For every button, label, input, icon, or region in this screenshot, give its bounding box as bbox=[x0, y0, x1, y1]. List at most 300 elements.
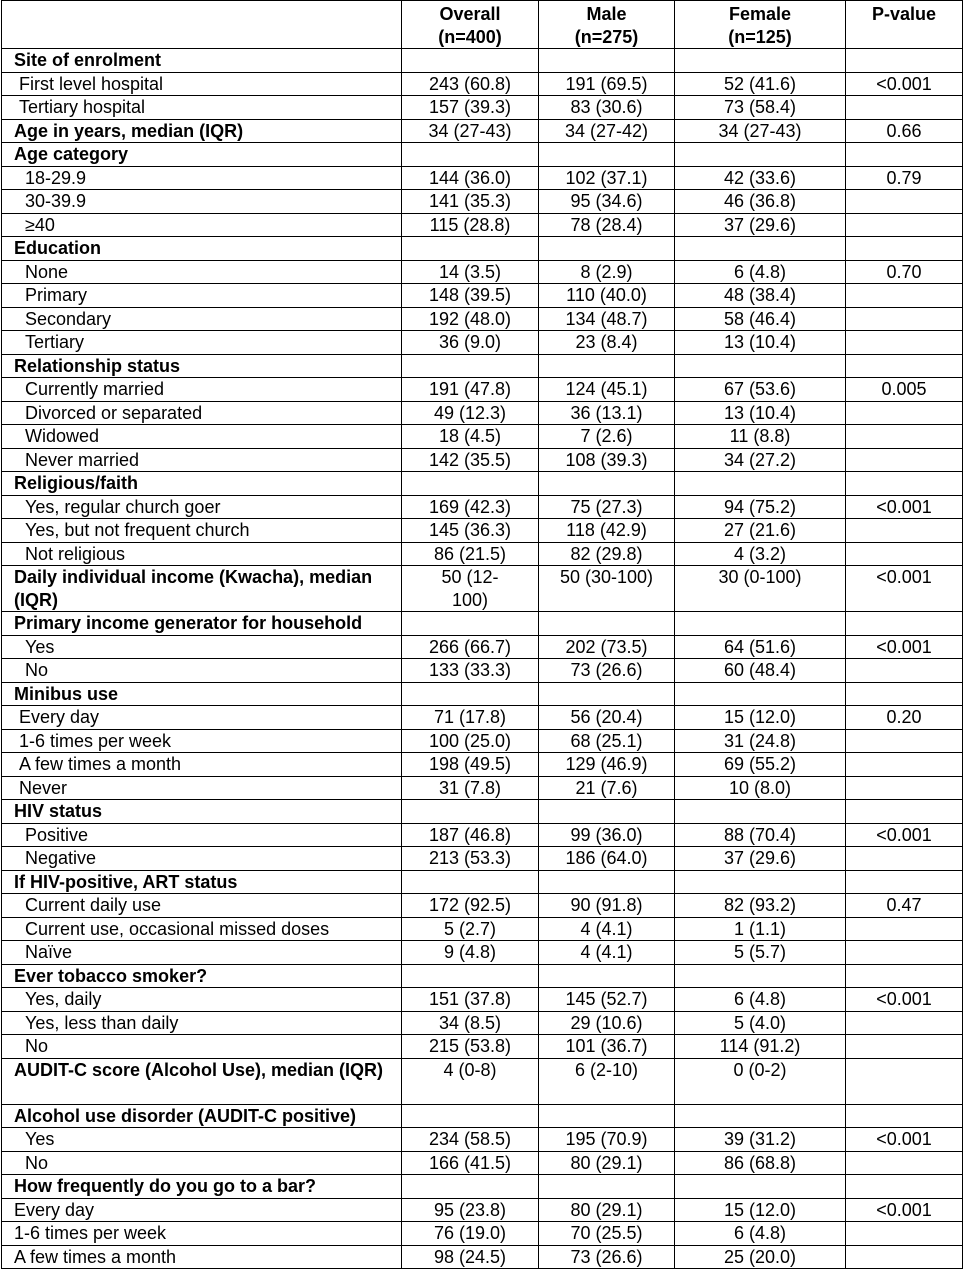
cell-male: 80 (29.1) bbox=[539, 1198, 675, 1222]
row-label: If HIV-positive, ART status bbox=[2, 870, 402, 894]
row-label: Every day bbox=[2, 1198, 402, 1222]
row-label: Relationship status bbox=[2, 354, 402, 378]
cell-male: 129 (46.9) bbox=[539, 753, 675, 777]
cell-female: 6 (4.8) bbox=[675, 260, 846, 284]
table-row bbox=[2, 1104, 963, 1128]
row-label: Divorced or separated bbox=[2, 401, 402, 425]
cell-overall: 266 (66.7) bbox=[402, 635, 539, 659]
cell-overall bbox=[402, 472, 539, 496]
cell-overall: 5 (2.7) bbox=[402, 917, 539, 941]
row-label: 1-6 times per week bbox=[2, 1222, 402, 1246]
cell-female: 6 (4.8) bbox=[675, 988, 846, 1012]
cell-female: 58 (46.4) bbox=[675, 307, 846, 331]
cell-male: 82 (29.8) bbox=[539, 542, 675, 566]
cell-male: 75 (27.3) bbox=[539, 495, 675, 519]
row-label: Secondary bbox=[2, 307, 402, 331]
cell-male bbox=[539, 143, 675, 167]
cell-male: 186 (64.0) bbox=[539, 847, 675, 871]
cell-female: 64 (51.6) bbox=[675, 635, 846, 659]
cell-pvalue bbox=[846, 472, 963, 496]
row-label: Ever tobacco smoker? bbox=[2, 964, 402, 988]
cell-pvalue bbox=[846, 190, 963, 214]
demographics-table bbox=[1, 0, 963, 1269]
cell-female bbox=[675, 870, 846, 894]
cell-male bbox=[539, 49, 675, 73]
cell-overall: 86 (21.5) bbox=[402, 542, 539, 566]
row-label: Current use, occasional missed doses bbox=[2, 917, 402, 941]
cell-female: 15 (12.0) bbox=[675, 706, 846, 730]
row-label: First level hospital bbox=[2, 72, 402, 96]
row-label: Yes, less than daily bbox=[2, 1011, 402, 1035]
cell-overall: 141 (35.3) bbox=[402, 190, 539, 214]
cell-overall: 9 (4.8) bbox=[402, 941, 539, 965]
table-row bbox=[2, 378, 963, 402]
cell-female: 11 (8.8) bbox=[675, 425, 846, 449]
cell-male bbox=[539, 354, 675, 378]
cell-male: 29 (10.6) bbox=[539, 1011, 675, 1035]
table-row bbox=[2, 706, 963, 730]
cell-female: 27 (21.6) bbox=[675, 519, 846, 543]
table-row bbox=[2, 776, 963, 800]
cell-female: 42 (33.6) bbox=[675, 166, 846, 190]
cell-female: 5 (4.0) bbox=[675, 1011, 846, 1035]
table-row bbox=[2, 566, 963, 612]
cell-overall: 31 (7.8) bbox=[402, 776, 539, 800]
cell-male: 195 (70.9) bbox=[539, 1128, 675, 1152]
header-male-name: Male bbox=[586, 4, 627, 24]
table-row bbox=[2, 495, 963, 519]
cell-pvalue: <0.001 bbox=[846, 566, 963, 612]
cell-male: 102 (37.1) bbox=[539, 166, 675, 190]
row-label: No bbox=[2, 1035, 402, 1059]
cell-overall: 115 (28.8) bbox=[402, 213, 539, 237]
cell-female: 0 (0-2) bbox=[675, 1058, 846, 1104]
cell-female: 13 (10.4) bbox=[675, 331, 846, 355]
cell-female: 5 (5.7) bbox=[675, 941, 846, 965]
cell-pvalue bbox=[846, 682, 963, 706]
cell-female: 88 (70.4) bbox=[675, 823, 846, 847]
cell-male bbox=[539, 1104, 675, 1128]
row-label: Alcohol use disorder (AUDIT-C positive) bbox=[2, 1104, 402, 1128]
row-label: Yes bbox=[2, 635, 402, 659]
cell-female: 15 (12.0) bbox=[675, 1198, 846, 1222]
cell-overall: 172 (92.5) bbox=[402, 894, 539, 918]
cell-male: 145 (52.7) bbox=[539, 988, 675, 1012]
cell-female bbox=[675, 1175, 846, 1199]
cell-female: 37 (29.6) bbox=[675, 847, 846, 871]
table-row bbox=[2, 307, 963, 331]
cell-pvalue bbox=[846, 941, 963, 965]
cell-male: 68 (25.1) bbox=[539, 729, 675, 753]
cell-male: 78 (28.4) bbox=[539, 213, 675, 237]
row-label: Yes bbox=[2, 1128, 402, 1152]
cell-overall bbox=[402, 143, 539, 167]
cell-overall: 14 (3.5) bbox=[402, 260, 539, 284]
table-row bbox=[2, 166, 963, 190]
table-row bbox=[2, 964, 963, 988]
table-row bbox=[2, 1222, 963, 1246]
cell-male bbox=[539, 612, 675, 636]
cell-pvalue bbox=[846, 1104, 963, 1128]
cell-male bbox=[539, 800, 675, 824]
cell-male bbox=[539, 870, 675, 894]
cell-overall bbox=[402, 354, 539, 378]
cell-female: 82 (93.2) bbox=[675, 894, 846, 918]
row-label: Tertiary hospital bbox=[2, 96, 402, 120]
row-label: Yes, but not frequent church bbox=[2, 519, 402, 543]
header-overall-n: (n=400) bbox=[438, 26, 502, 47]
cell-female: 67 (53.6) bbox=[675, 378, 846, 402]
table-row bbox=[2, 1011, 963, 1035]
table-row bbox=[2, 1245, 963, 1269]
header-overall bbox=[402, 1, 539, 49]
row-label: HIV status bbox=[2, 800, 402, 824]
cell-overall: 192 (48.0) bbox=[402, 307, 539, 331]
row-label: Daily individual income (Kwacha), median (IQR) bbox=[2, 566, 402, 612]
cell-male: 8 (2.9) bbox=[539, 260, 675, 284]
table-row bbox=[2, 847, 963, 871]
cell-pvalue bbox=[846, 753, 963, 777]
table-row bbox=[2, 753, 963, 777]
cell-pvalue bbox=[846, 776, 963, 800]
cell-overall bbox=[402, 1175, 539, 1199]
cell-female: 34 (27.2) bbox=[675, 448, 846, 472]
cell-male: 21 (7.6) bbox=[539, 776, 675, 800]
cell-female bbox=[675, 49, 846, 73]
row-label: A few times a month bbox=[2, 753, 402, 777]
cell-pvalue bbox=[846, 49, 963, 73]
cell-overall: 71 (17.8) bbox=[402, 706, 539, 730]
cell-male: 118 (42.9) bbox=[539, 519, 675, 543]
cell-overall bbox=[402, 566, 539, 612]
cell-female bbox=[675, 612, 846, 636]
cell-overall: 98 (24.5) bbox=[402, 1245, 539, 1269]
table-row bbox=[2, 72, 963, 96]
cell-overall bbox=[402, 964, 539, 988]
row-label: ≥40 bbox=[2, 213, 402, 237]
cell-male: 191 (69.5) bbox=[539, 72, 675, 96]
cell-female bbox=[675, 354, 846, 378]
cell-male: 56 (20.4) bbox=[539, 706, 675, 730]
cell-pvalue: 0.66 bbox=[846, 119, 963, 143]
row-label: 18-29.9 bbox=[2, 166, 402, 190]
cell-male: 50 (30-100) bbox=[539, 566, 675, 612]
cell-pvalue bbox=[846, 96, 963, 120]
cell-male: 101 (36.7) bbox=[539, 1035, 675, 1059]
cell-pvalue bbox=[846, 401, 963, 425]
cell-overall: 151 (37.8) bbox=[402, 988, 539, 1012]
table-row bbox=[2, 1151, 963, 1175]
cell-male: 6 (2-10) bbox=[539, 1058, 675, 1104]
table-row bbox=[2, 682, 963, 706]
cell-pvalue: <0.001 bbox=[846, 1198, 963, 1222]
cell-pvalue bbox=[846, 284, 963, 308]
row-label: Age in years, median (IQR) bbox=[2, 119, 402, 143]
table-row bbox=[2, 143, 963, 167]
table-row bbox=[2, 96, 963, 120]
row-label: 1-6 times per week bbox=[2, 729, 402, 753]
table-row bbox=[2, 190, 963, 214]
table-row bbox=[2, 213, 963, 237]
cell-pvalue: 0.20 bbox=[846, 706, 963, 730]
table-row bbox=[2, 988, 963, 1012]
cell-pvalue bbox=[846, 847, 963, 871]
table-row bbox=[2, 1058, 963, 1104]
cell-female: 13 (10.4) bbox=[675, 401, 846, 425]
row-label: Never bbox=[2, 776, 402, 800]
cell-female: 37 (29.6) bbox=[675, 213, 846, 237]
cell-pvalue bbox=[846, 542, 963, 566]
cell-overall: 169 (42.3) bbox=[402, 495, 539, 519]
header-pvalue bbox=[846, 1, 963, 49]
row-label: Naïve bbox=[2, 941, 402, 965]
cell-male: 202 (73.5) bbox=[539, 635, 675, 659]
cell-female: 31 (24.8) bbox=[675, 729, 846, 753]
cell-pvalue bbox=[846, 307, 963, 331]
table-row bbox=[2, 49, 963, 73]
cell-overall: 4 (0-8) bbox=[402, 1058, 539, 1104]
cell-overall: 34 (8.5) bbox=[402, 1011, 539, 1035]
header-female-n: (n=125) bbox=[728, 26, 792, 47]
cell-overall: 234 (58.5) bbox=[402, 1128, 539, 1152]
cell-male: 95 (34.6) bbox=[539, 190, 675, 214]
cell-pvalue bbox=[846, 237, 963, 261]
row-label: Every day bbox=[2, 706, 402, 730]
cell-male: 90 (91.8) bbox=[539, 894, 675, 918]
table-row bbox=[2, 448, 963, 472]
cell-pvalue: 0.79 bbox=[846, 166, 963, 190]
cell-male: 134 (48.7) bbox=[539, 307, 675, 331]
table-row bbox=[2, 729, 963, 753]
cell-overall: 215 (53.8) bbox=[402, 1035, 539, 1059]
cell-overall: 49 (12.3) bbox=[402, 401, 539, 425]
cell-pvalue: 0.70 bbox=[846, 260, 963, 284]
cell-male: 4 (4.1) bbox=[539, 917, 675, 941]
cell-female: 52 (41.6) bbox=[675, 72, 846, 96]
table-row bbox=[2, 941, 963, 965]
cell-male: 108 (39.3) bbox=[539, 448, 675, 472]
table-row bbox=[2, 542, 963, 566]
table-row bbox=[2, 800, 963, 824]
cell-overall: 18 (4.5) bbox=[402, 425, 539, 449]
cell-male bbox=[539, 472, 675, 496]
cell-female: 4 (3.2) bbox=[675, 542, 846, 566]
row-label: No bbox=[2, 1151, 402, 1175]
cell-pvalue bbox=[846, 1035, 963, 1059]
cell-female: 25 (20.0) bbox=[675, 1245, 846, 1269]
cell-female: 73 (58.4) bbox=[675, 96, 846, 120]
cell-pvalue bbox=[846, 143, 963, 167]
header-label-cell bbox=[2, 1, 402, 49]
row-label: How frequently do you go to a bar? bbox=[2, 1175, 402, 1199]
cell-overall: 148 (39.5) bbox=[402, 284, 539, 308]
table-row bbox=[2, 119, 963, 143]
cell-female bbox=[675, 1104, 846, 1128]
cell-overall-line2: 100) bbox=[451, 589, 489, 610]
cell-pvalue: 0.47 bbox=[846, 894, 963, 918]
header-female bbox=[675, 1, 846, 49]
cell-male: 4 (4.1) bbox=[539, 941, 675, 965]
table-header-row bbox=[2, 1, 963, 49]
cell-pvalue bbox=[846, 519, 963, 543]
cell-overall: 145 (36.3) bbox=[402, 519, 539, 543]
cell-overall: 95 (23.8) bbox=[402, 1198, 539, 1222]
cell-overall: 133 (33.3) bbox=[402, 659, 539, 683]
cell-overall: 157 (39.3) bbox=[402, 96, 539, 120]
cell-pvalue bbox=[846, 659, 963, 683]
cell-male: 34 (27-42) bbox=[539, 119, 675, 143]
cell-overall bbox=[402, 800, 539, 824]
cell-female bbox=[675, 682, 846, 706]
cell-pvalue bbox=[846, 612, 963, 636]
table-row bbox=[2, 1128, 963, 1152]
row-label: None bbox=[2, 260, 402, 284]
cell-overall: 100 (25.0) bbox=[402, 729, 539, 753]
cell-overall bbox=[402, 682, 539, 706]
cell-pvalue: <0.001 bbox=[846, 988, 963, 1012]
table-row bbox=[2, 425, 963, 449]
row-label: Primary bbox=[2, 284, 402, 308]
row-label: A few times a month bbox=[2, 1245, 402, 1269]
cell-male bbox=[539, 964, 675, 988]
row-label: Yes, daily bbox=[2, 988, 402, 1012]
cell-female: 86 (68.8) bbox=[675, 1151, 846, 1175]
cell-male: 73 (26.6) bbox=[539, 1245, 675, 1269]
cell-pvalue bbox=[846, 1058, 963, 1104]
row-label: Never married bbox=[2, 448, 402, 472]
cell-pvalue bbox=[846, 213, 963, 237]
cell-pvalue: <0.001 bbox=[846, 823, 963, 847]
row-label: Positive bbox=[2, 823, 402, 847]
header-female-name: Female bbox=[728, 4, 792, 24]
row-label: Widowed bbox=[2, 425, 402, 449]
cell-overall bbox=[402, 237, 539, 261]
header-overall-name: Overall bbox=[439, 4, 501, 24]
cell-pvalue bbox=[846, 1175, 963, 1199]
table-row bbox=[2, 331, 963, 355]
cell-pvalue bbox=[846, 1011, 963, 1035]
cell-overall: 144 (36.0) bbox=[402, 166, 539, 190]
cell-pvalue: <0.001 bbox=[846, 72, 963, 96]
cell-overall bbox=[402, 870, 539, 894]
cell-female: 69 (55.2) bbox=[675, 753, 846, 777]
row-label: No bbox=[2, 659, 402, 683]
table-row bbox=[2, 1035, 963, 1059]
row-label: Primary income generator for household bbox=[2, 612, 402, 636]
cell-overall: 36 (9.0) bbox=[402, 331, 539, 355]
cell-male: 80 (29.1) bbox=[539, 1151, 675, 1175]
cell-female: 48 (38.4) bbox=[675, 284, 846, 308]
cell-male: 83 (30.6) bbox=[539, 96, 675, 120]
cell-male bbox=[539, 1175, 675, 1199]
table-row bbox=[2, 237, 963, 261]
table-body bbox=[2, 49, 963, 1269]
table-row bbox=[2, 917, 963, 941]
cell-female: 10 (8.0) bbox=[675, 776, 846, 800]
cell-pvalue: <0.001 bbox=[846, 1128, 963, 1152]
table-row bbox=[2, 870, 963, 894]
cell-female bbox=[675, 472, 846, 496]
cell-female bbox=[675, 964, 846, 988]
cell-pvalue: <0.001 bbox=[846, 635, 963, 659]
cell-pvalue bbox=[846, 331, 963, 355]
cell-male: 7 (2.6) bbox=[539, 425, 675, 449]
cell-overall: 166 (41.5) bbox=[402, 1151, 539, 1175]
cell-pvalue bbox=[846, 800, 963, 824]
cell-male bbox=[539, 682, 675, 706]
row-label: Currently married bbox=[2, 378, 402, 402]
cell-overall: 198 (49.5) bbox=[402, 753, 539, 777]
cell-male: 124 (45.1) bbox=[539, 378, 675, 402]
cell-female: 34 (27-43) bbox=[675, 119, 846, 143]
cell-female: 46 (36.8) bbox=[675, 190, 846, 214]
cell-female: 1 (1.1) bbox=[675, 917, 846, 941]
cell-female: 6 (4.8) bbox=[675, 1222, 846, 1246]
row-label: Education bbox=[2, 237, 402, 261]
cell-overall: 191 (47.8) bbox=[402, 378, 539, 402]
cell-female: 94 (75.2) bbox=[675, 495, 846, 519]
cell-overall: 142 (35.5) bbox=[402, 448, 539, 472]
cell-pvalue bbox=[846, 425, 963, 449]
row-label: Current daily use bbox=[2, 894, 402, 918]
cell-male: 23 (8.4) bbox=[539, 331, 675, 355]
cell-overall: 213 (53.3) bbox=[402, 847, 539, 871]
row-label: Age category bbox=[2, 143, 402, 167]
cell-female: 39 (31.2) bbox=[675, 1128, 846, 1152]
cell-pvalue: <0.001 bbox=[846, 495, 963, 519]
table-row bbox=[2, 1198, 963, 1222]
cell-female bbox=[675, 237, 846, 261]
cell-overall: 243 (60.8) bbox=[402, 72, 539, 96]
row-label: Negative bbox=[2, 847, 402, 871]
row-label: Tertiary bbox=[2, 331, 402, 355]
table-row bbox=[2, 1175, 963, 1199]
cell-overall bbox=[402, 612, 539, 636]
cell-overall bbox=[402, 1104, 539, 1128]
table-row bbox=[2, 612, 963, 636]
table-row bbox=[2, 659, 963, 683]
cell-female: 60 (48.4) bbox=[675, 659, 846, 683]
row-label: Religious/faith bbox=[2, 472, 402, 496]
row-label: Site of enrolment bbox=[2, 49, 402, 73]
cell-male: 73 (26.6) bbox=[539, 659, 675, 683]
cell-pvalue: 0.005 bbox=[846, 378, 963, 402]
cell-pvalue bbox=[846, 1222, 963, 1246]
row-label: Yes, regular church goer bbox=[2, 495, 402, 519]
cell-male bbox=[539, 237, 675, 261]
cell-overall-line1: 50 (12- bbox=[441, 567, 499, 587]
table-row bbox=[2, 635, 963, 659]
cell-overall: 187 (46.8) bbox=[402, 823, 539, 847]
cell-pvalue bbox=[846, 964, 963, 988]
cell-pvalue bbox=[846, 354, 963, 378]
cell-female: 114 (91.2) bbox=[675, 1035, 846, 1059]
header-pvalue-name: P-value bbox=[871, 4, 937, 24]
table-row bbox=[2, 823, 963, 847]
row-label: AUDIT-C score (Alcohol Use), median (IQR) bbox=[2, 1058, 402, 1104]
cell-female bbox=[675, 143, 846, 167]
cell-overall: 76 (19.0) bbox=[402, 1222, 539, 1246]
row-label: Not religious bbox=[2, 542, 402, 566]
table-row bbox=[2, 260, 963, 284]
cell-overall bbox=[402, 49, 539, 73]
table-row bbox=[2, 472, 963, 496]
cell-pvalue bbox=[846, 448, 963, 472]
table-row bbox=[2, 401, 963, 425]
cell-overall: 34 (27-43) bbox=[402, 119, 539, 143]
table-row bbox=[2, 284, 963, 308]
table-row bbox=[2, 519, 963, 543]
